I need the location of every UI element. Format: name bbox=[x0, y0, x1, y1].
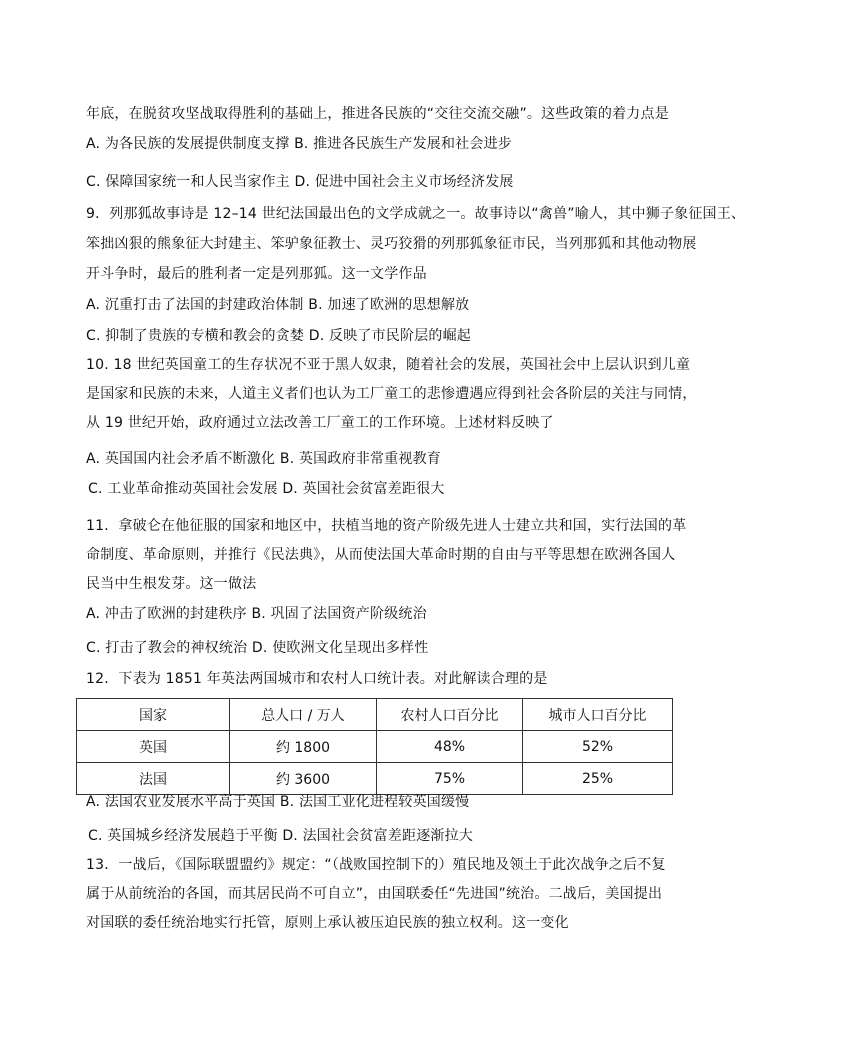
table-header-row bbox=[77, 699, 673, 731]
table-cell: 48% bbox=[377, 731, 523, 763]
question-11-options-ab: A. 冲击了欧洲的封建秩序 B. 巩固了法国资产阶级统治 bbox=[86, 606, 427, 622]
question-10-stem-line-2: 是国家和民族的未来，人道主义者们也认为工厂童工的悲惨遭遇应得到社会各阶层的关注与同情， bbox=[86, 386, 697, 402]
question-11-stem-line-1: 11．拿破仑在他征服的国家和地区中，扶植当地的资产阶级先进人士建立共和国，实行法国的革 bbox=[86, 518, 687, 534]
table-cell: 约 1800 bbox=[230, 731, 377, 763]
question-9-stem-line-1: 9．列那狐故事诗是 12–14 世纪法国最出色的文学成就之一。故事诗以“禽兽”喻人，其中狮子象征国王、 bbox=[86, 206, 746, 222]
question-10-options-cd: C. 工业革命推动英国社会发展 D. 英国社会贫富差距很大 bbox=[88, 481, 445, 497]
question-10-stem-line-3: 从 19 世纪开始，政府通过立法改善工厂童工的工作环境。上述材料反映了 bbox=[86, 415, 554, 431]
question-9-stem-line-2: 笨拙凶狠的熊象征大封建主、笨驴象征教士、灵巧狡猾的列那狐象征市民，当列那狐和其他动物展 bbox=[86, 236, 697, 252]
table-header-cell: 农村人口百分比 bbox=[377, 699, 523, 731]
question-9-options-cd: C. 抑制了贵族的专横和教会的贪婪 D. 反映了市民阶层的崛起 bbox=[86, 328, 472, 344]
question-13-stem-line-3: 对国联的委任统治地实行托管，原则上承认被压迫民族的独立权利。这一变化 bbox=[86, 915, 569, 931]
table-cell: 52% bbox=[523, 731, 673, 763]
question-8-options-ab: A. 为各民族的发展提供制度支撑 B. 推进各民族生产发展和社会进步 bbox=[86, 136, 512, 152]
table-cell: 25% bbox=[523, 763, 673, 795]
question-12-options-cd: C. 英国城乡经济发展趋于平衡 D. 法国社会贫富差距逐渐拉大 bbox=[88, 828, 474, 844]
question-11-stem-line-3: 民当中生根发芽。这一做法 bbox=[86, 576, 257, 592]
question-11-stem-line-2: 命制度、革命原则，并推行《民法典》，从而使法国大革命时期的自由与平等思想在欧洲各国人 bbox=[86, 547, 676, 563]
question-8-stem-tail: 年底，在脱贫攻坚战取得胜利的基础上，推进各民族的“交往交流交融”。这些政策的着力点是 bbox=[86, 106, 669, 122]
table-row bbox=[77, 763, 673, 795]
population-table bbox=[76, 698, 673, 795]
table-header-cell: 总人口 / 万人 bbox=[230, 699, 377, 731]
question-9-options-ab: A. 沉重打击了法国的封建政治体制 B. 加速了欧洲的思想解放 bbox=[86, 297, 470, 313]
question-13-stem-line-1: 13．一战后，《国际联盟盟约》规定：“（战败国控制下的）殖民地及领土于此次战争之后不复 bbox=[86, 857, 666, 873]
question-12-stem: 12．下表为 1851 年英法两国城市和农村人口统计表。对此解读合理的是 bbox=[86, 671, 548, 687]
question-10-stem-line-1: 10. 18 世纪英国童工的生存状况不亚于黑人奴隶，随着社会的发展，英国社会中上层认识到儿童 bbox=[86, 357, 691, 373]
question-13-stem-line-2: 属于从前统治的各国，而其居民尚不可自立”，由国联委任“先进国”统治。二战后，美国提出 bbox=[86, 886, 663, 902]
question-9-stem-line-3: 开斗争时，最后的胜利者一定是列那狐。这一文学作品 bbox=[86, 266, 427, 282]
table-header-cell: 城市人口百分比 bbox=[523, 699, 673, 731]
table-cell: 法国 bbox=[77, 763, 230, 795]
table-cell: 75% bbox=[377, 763, 523, 795]
table-cell: 英国 bbox=[77, 731, 230, 763]
question-10-options-ab: A. 英国国内社会矛盾不断激化 B. 英国政府非常重视教育 bbox=[86, 451, 441, 467]
table-cell: 约 3600 bbox=[230, 763, 377, 795]
question-11-options-cd: C. 打击了教会的神权统治 D. 使欧洲文化呈现出多样性 bbox=[86, 640, 429, 656]
question-8-options-cd: C. 保障国家统一和人民当家作主 D. 促进中国社会主义市场经济发展 bbox=[86, 174, 514, 190]
table-row bbox=[77, 731, 673, 763]
question-12-options-ab: A. 法国农业发展水平高于英国 B. 法国工业化进程较英国缓慢 bbox=[86, 794, 470, 810]
table-header-cell: 国家 bbox=[77, 699, 230, 731]
